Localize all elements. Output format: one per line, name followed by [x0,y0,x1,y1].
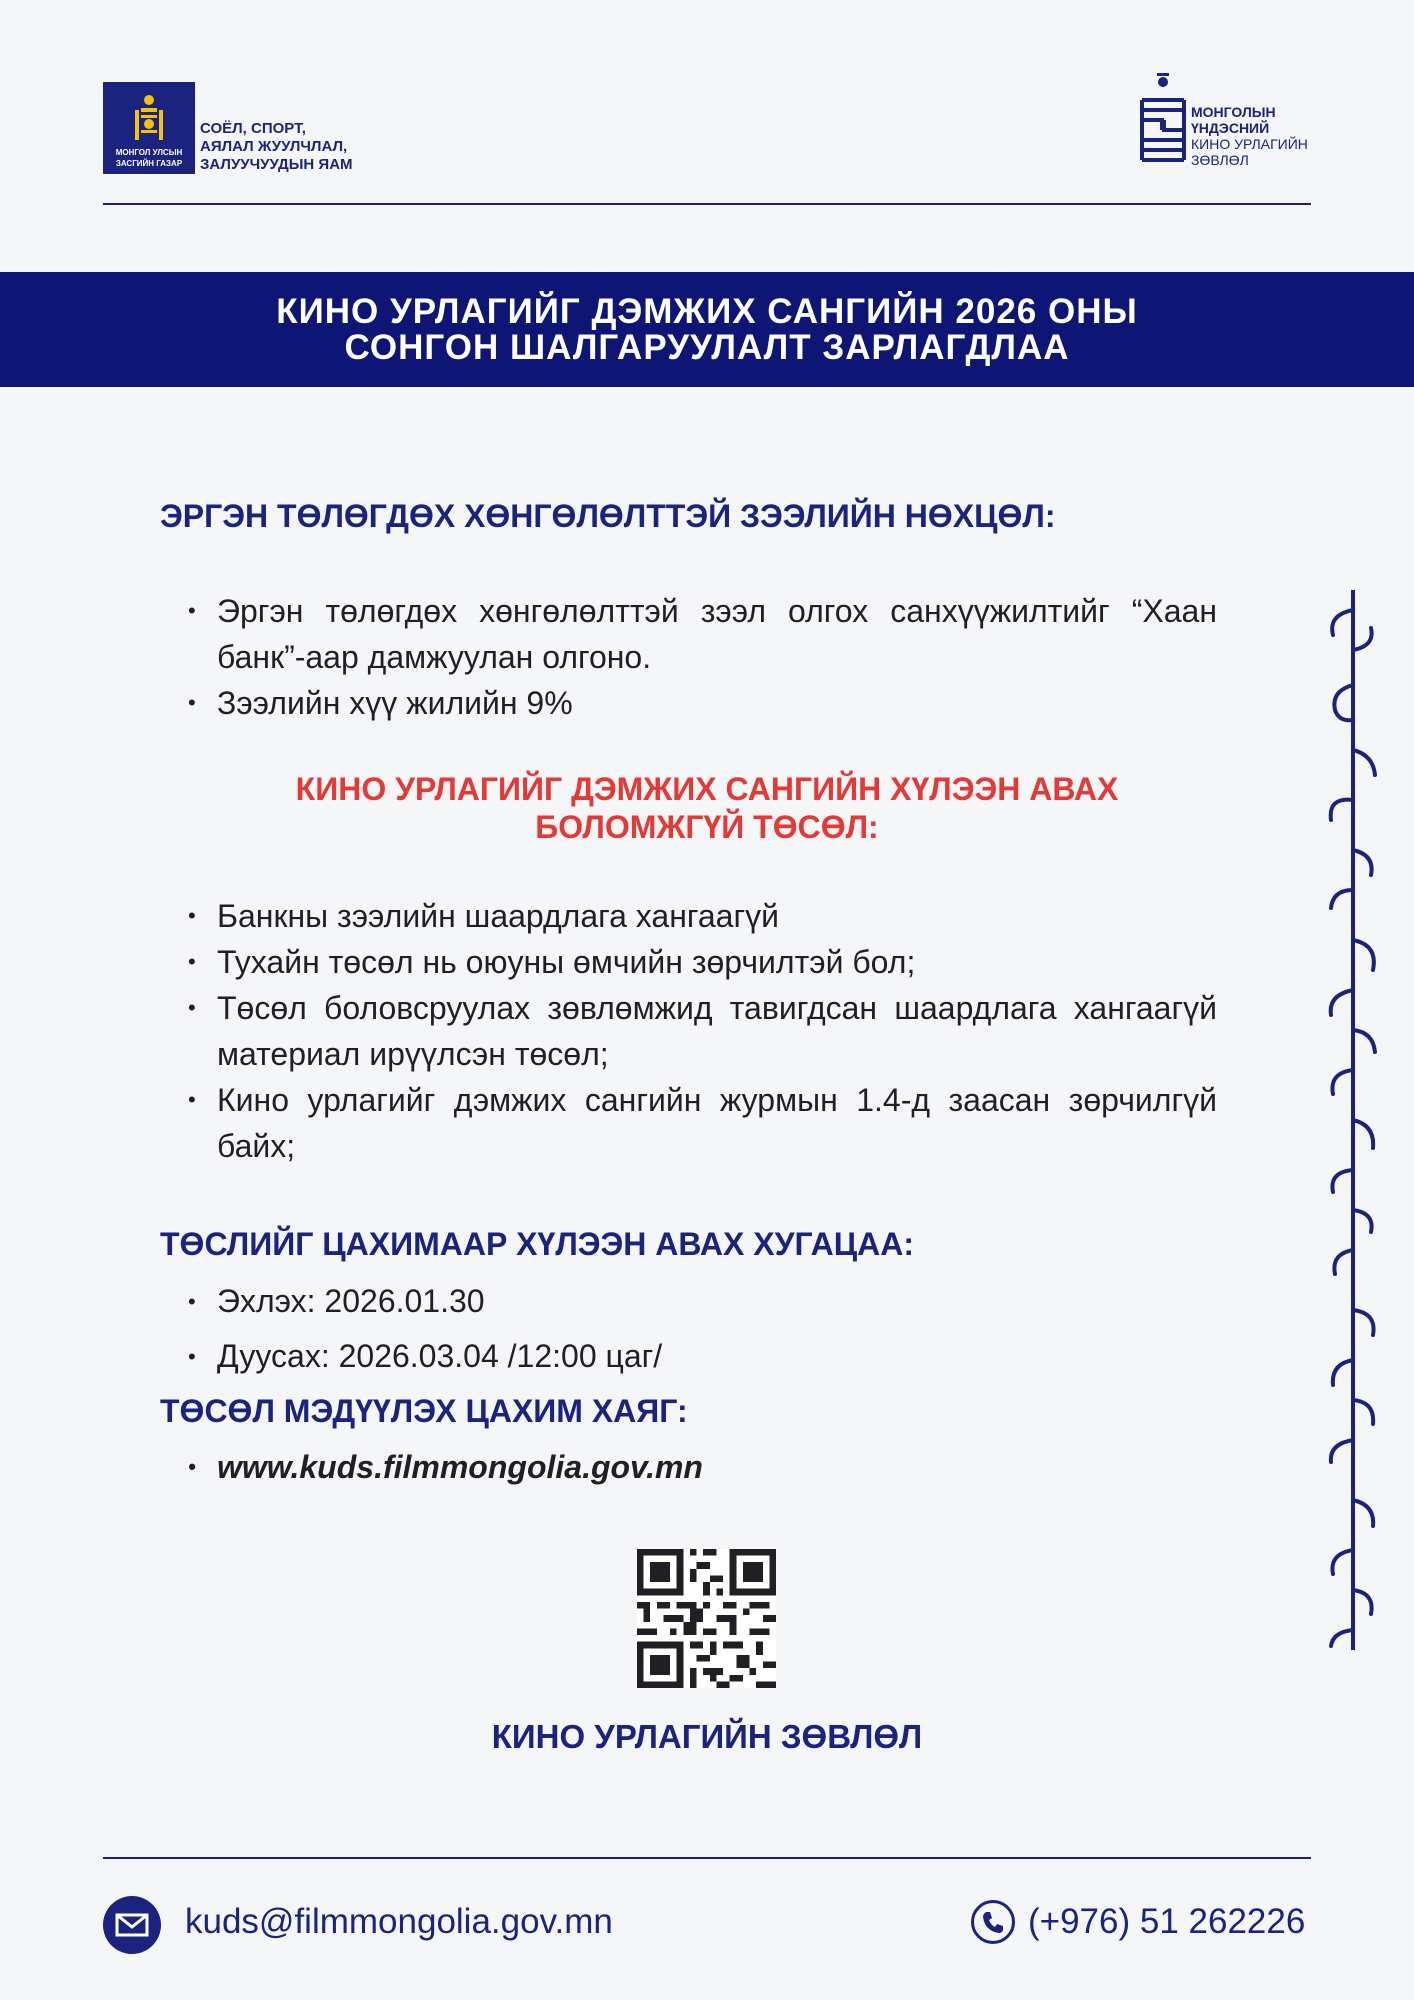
ineligible-projects-list [180,893,1217,1169]
council-name-line-3: КИНО УРЛАГИЙН [1191,136,1308,152]
council-footer-title: КИНО УРЛАГИЙН ЗӨВЛӨЛ [491,1718,923,1755]
ministry-name-line-3: ЗАЛУУЧУУДЫН ЯАМ [200,156,353,173]
council-name-line-2: ҮНДЭСНИЙ [1191,120,1270,136]
council-name [1191,104,1308,168]
ministry-name [200,120,353,174]
council-name-line-4: ЗӨВЛӨЛ [1191,152,1249,168]
council-logo-icon [1138,70,1188,170]
phone-icon [971,1900,1015,1944]
footer-divider [103,1857,1311,1859]
ministry-name-line-2: АЯЛАЛ ЖУУЛЧЛАЛ, [200,138,348,155]
ineligible-projects-heading [160,770,1254,846]
contact-email-link[interactable]: kuds@filmmongolia.gov.mn [185,1902,613,1941]
submission-period-heading: ТӨСЛИЙГ ЦАХИМААР ХҮЛЭЭН АВАХ ХУГАЦАА: [160,1226,914,1262]
banner-title-line-2: СОНГОН ШАЛГАРУУЛАЛТ ЗАРЛАГДЛАА [344,327,1070,367]
submission-url-link[interactable]: • www.kuds.filmmongolia.gov.mn [180,1444,1217,1490]
list-item: • Банкны зээлийн шаардлага хангаагүй [180,893,1217,939]
council-name-line-1: МОНГОЛЫН [1191,104,1276,120]
ineligible-heading-line-1: КИНО УРЛАГИЙГ ДЭМЖИХ САНГИЙН ХҮЛЭЭН АВАХ [295,771,1119,807]
mongolian-script-text-icon [1308,590,1398,1650]
submission-address-list [180,1444,1217,1490]
contact-phone-link[interactable]: (+976) 51 262226 [1028,1902,1306,1941]
list-item: • Тухайн төсөл нь оюуны өмчийн зөрчилтэй бол; [180,939,1217,985]
loan-conditions-list [180,588,1217,726]
list-item: • Эргэн төлөгдөх хөнгөлөлттэй зээл олгох санхүүжилтийг “Хаан банк”-аар дамжуулан олгоно. [180,588,1217,680]
qr-code[interactable] [637,1549,776,1688]
email-icon [103,1896,161,1954]
list-item: • Төсөл боловсруулах зөвлөмжид тавигдсан шаардлага хангаагүй материал ирүүлсэн төсөл; [180,985,1217,1077]
emblem-caption-line-2: ЗАСГИЙН ГАЗАР [115,159,183,168]
banner-title-line-1: КИНО УРЛАГИЙГ ДЭМЖИХ САНГИЙН 2026 ОНЫ [276,291,1138,331]
emblem-caption-line-1: МОНГОЛ УЛСЫН [115,148,183,157]
ministry-name-line-1: СОЁЛ, СПОРТ, [200,120,306,137]
ineligible-heading-line-2: БОЛОМЖГҮЙ ТӨСӨЛ: [535,809,879,845]
submission-dates-list [180,1274,1217,1384]
loan-conditions-heading: ЭРГЭН ТӨЛӨГДӨХ ХӨНГӨЛӨЛТТЭЙ ЗЭЭЛИЙН НӨХЦӨЛ: [160,498,1056,534]
government-emblem-logo [103,82,195,174]
list-item: • Зээлийн хүү жилийн 9% [180,680,1217,726]
list-item: • Кино урлагийг дэмжих сангийн журмын 1.4-д заасан зөрчилгүй байх; [180,1077,1217,1169]
header-divider [103,203,1311,205]
submission-address-heading: ТӨСӨЛ МЭДҮҮЛЭХ ЦАХИМ ХАЯГ: [160,1393,688,1429]
announcement-banner [0,272,1414,387]
end-date: • Дуусах: 2026.03.04 /12:00 цаг/ [180,1329,1217,1384]
start-date: • Эхлэх: 2026.01.30 [180,1274,1217,1329]
